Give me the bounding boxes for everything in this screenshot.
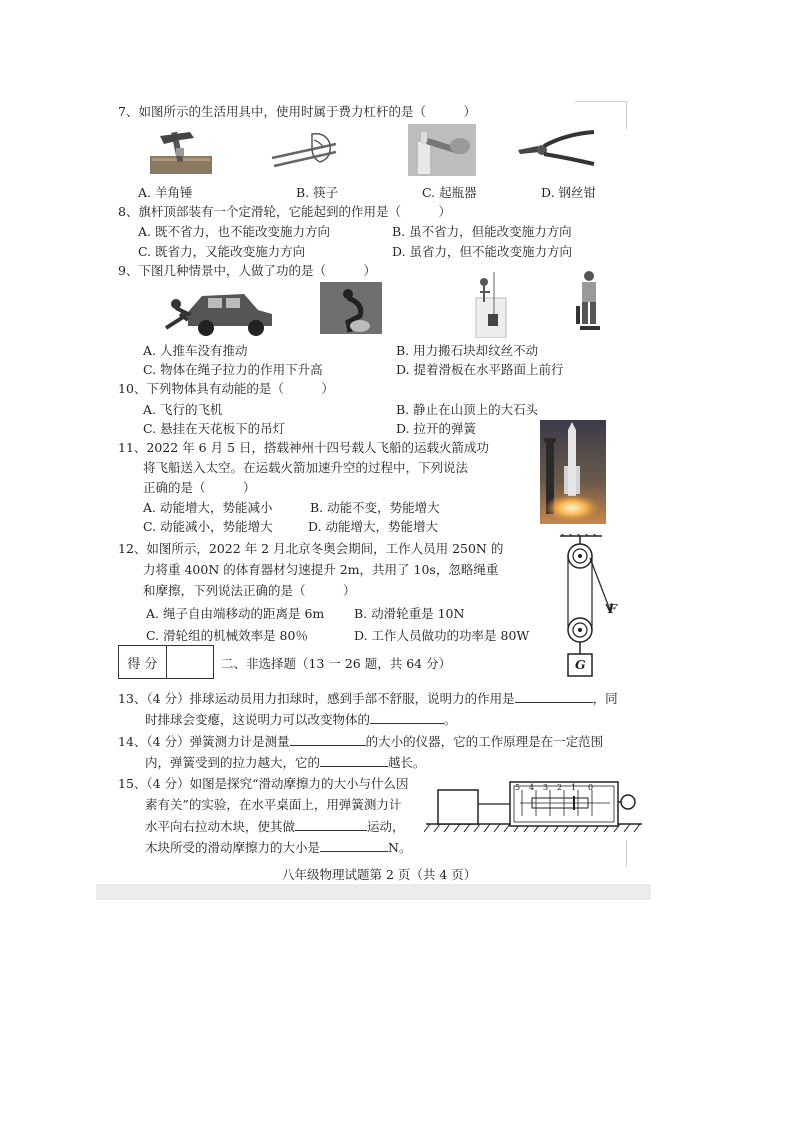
page-edge-top bbox=[575, 101, 627, 102]
q11-option-c: C. 动能减小，势能增大 bbox=[143, 519, 273, 534]
q14-line2 bbox=[145, 753, 426, 771]
q7-option-c: C. 起瓶器 bbox=[422, 185, 477, 200]
q11-option-b: B. 动能不变，势能增大 bbox=[310, 500, 440, 515]
q12-line2: 力将重 400N 的体育器材匀速提升 2m，共用了 10s，忽略绳重 bbox=[143, 562, 499, 577]
q15-blank-1[interactable] bbox=[295, 817, 367, 831]
q11-option-d: D. 动能增大，势能增大 bbox=[308, 519, 439, 534]
scale-number-0: 0 bbox=[588, 783, 594, 792]
section-2-title: 二、非选择题（13 一 26 题，共 64 分） bbox=[221, 656, 452, 671]
q9-stem: 9、下图几种情景中，人做了功的是（ ） bbox=[118, 263, 376, 278]
q15-text-d: 运动， bbox=[367, 819, 405, 834]
q12-option-d: D. 工作人员做功的功率是 80W bbox=[354, 628, 530, 643]
q13-blank-1[interactable] bbox=[515, 689, 593, 703]
q11-line2: 将飞船送入太空。在运载火箭加速升空的过程中，下列说法 bbox=[143, 460, 469, 475]
q10-stem: 10、下列物体具有动能的是（ ） bbox=[118, 381, 334, 396]
q11-option-a: A. 动能增大，势能减小 bbox=[143, 500, 273, 515]
q15-line3 bbox=[145, 817, 405, 835]
q7-stem: 7、如图所示的生活用具中，使用时属于费力杠杆的是（ ） bbox=[118, 104, 476, 119]
q9-option-b: B. 用力搬石块却纹丝不动 bbox=[396, 343, 539, 358]
q9-option-a: A. 人推车没有推动 bbox=[143, 343, 248, 358]
person-lifting-stone-image bbox=[320, 282, 382, 334]
q13-text-d: 。 bbox=[444, 712, 457, 727]
q8-option-a: A. 既不省力，也不能改变施力方向 bbox=[138, 224, 330, 239]
rocket-launch-image bbox=[540, 420, 606, 524]
q13-text-a: 13、（4 分）排球运动员用力扣球时，感到手部不舒服，说明力的作用是 bbox=[118, 691, 515, 706]
q7-option-b: B. 筷子 bbox=[296, 185, 339, 200]
scale-number-2: 2 bbox=[557, 783, 563, 792]
q10-option-b: B. 静止在山顶上的大石头 bbox=[396, 402, 539, 417]
q14-blank-2[interactable] bbox=[320, 753, 388, 767]
page-edge-right bbox=[626, 101, 627, 129]
q11-line1: 11、2022 年 6 月 5 日，搭载神州十四号载人飞船的运载火箭成功 bbox=[118, 440, 489, 455]
q15-text-c: 水平向右拉动木块，使其做 bbox=[145, 819, 296, 834]
q8-option-b: B. 虽不省力，但能改变施力方向 bbox=[392, 224, 572, 239]
q13-line2 bbox=[145, 710, 457, 728]
q10-option-d: D. 拉开的弹簧 bbox=[396, 421, 477, 436]
q14-text-b: 的大小的仪器，它的工作原理是在一定范围 bbox=[365, 734, 604, 749]
q13-text-b: ，同 bbox=[592, 691, 618, 706]
footer-band bbox=[96, 884, 651, 900]
q13-blank-2[interactable] bbox=[370, 710, 444, 724]
q13-text-c: 时排球会变瘪，这说明力可以改变物体的 bbox=[145, 712, 371, 727]
page-footer: 八年级物理试题第 2 页（共 4 页） bbox=[282, 867, 477, 882]
q15-line2: 素有关”的实验，在水平桌面上，用弹簧测力计 bbox=[145, 797, 402, 812]
q14-text-c: 内，弹簧受到的拉力越大，它的 bbox=[145, 755, 321, 770]
q15-blank-2[interactable] bbox=[320, 838, 388, 852]
q15-line1: 15、（4 分）如图是探究“滑动摩擦力的大小与什么因 bbox=[118, 776, 409, 791]
q9-option-c: C. 物体在绳子拉力的作用下升高 bbox=[143, 362, 323, 377]
q10-option-c: C. 悬挂在天花板下的吊灯 bbox=[143, 421, 286, 436]
scale-number-4: 4 bbox=[529, 783, 535, 792]
q8-stem: 8、旗杆顶部装有一个定滑轮，它能起到的作用是（ ） bbox=[118, 204, 451, 219]
q12-line3: 和摩擦，下列说法正确的是（ ） bbox=[143, 583, 356, 598]
q10-option-a: A. 飞行的飞机 bbox=[143, 402, 223, 417]
q15-line4 bbox=[145, 838, 411, 856]
q12-option-b: B. 动滑轮重是 10N bbox=[354, 606, 465, 621]
q8-option-d: D. 虽省力，但不能改变施力方向 bbox=[392, 244, 573, 259]
claw-hammer-image bbox=[150, 128, 212, 174]
bottle-opener-image bbox=[408, 124, 476, 176]
q12-line1: 12、如图所示，2022 年 2 月北京冬奥会期间，工作人员用 250N 的 bbox=[118, 541, 504, 556]
object-raised-by-rope-image bbox=[472, 270, 532, 338]
scale-number-5: 5 bbox=[515, 783, 521, 792]
q15-text-f: N。 bbox=[388, 840, 412, 855]
q7-option-d: D. 钢丝钳 bbox=[541, 185, 597, 200]
q14-blank-1[interactable] bbox=[290, 732, 366, 746]
wire-pliers-image bbox=[516, 128, 596, 174]
q7-option-a: A. 羊角锤 bbox=[138, 185, 193, 200]
person-pushing-car-image bbox=[158, 284, 276, 338]
scale-number-1: 1 bbox=[571, 783, 577, 792]
score-label: 得 分 bbox=[119, 646, 167, 678]
chopsticks-image bbox=[268, 128, 340, 174]
q12-option-c: C. 滑轮组的机械效率是 80％ bbox=[146, 628, 308, 643]
q8-option-c: C. 既省力，又能改变施力方向 bbox=[138, 244, 306, 259]
q14-text-a: 14、（4 分）弹簧测力计是测量 bbox=[118, 734, 290, 749]
q13-line1 bbox=[118, 689, 618, 707]
q12-option-a: A. 绳子自由端移动的距离是 6m bbox=[146, 606, 325, 621]
score-box bbox=[118, 645, 214, 679]
page-edge-right-bottom bbox=[626, 840, 627, 866]
scale-number-3: 3 bbox=[543, 783, 549, 792]
q15-text-e: 木块所受的滑动摩擦力的大小是 bbox=[145, 840, 321, 855]
pulley-weight-label: G bbox=[575, 657, 586, 672]
q11-line3: 正确的是（ ） bbox=[143, 480, 256, 495]
q14-text-d: 越长。 bbox=[388, 755, 426, 770]
q9-option-d: D. 提着滑板在水平路面上前行 bbox=[396, 362, 564, 377]
person-carrying-skateboard-image bbox=[572, 270, 606, 334]
pulley-force-label: F bbox=[608, 601, 617, 616]
q14-line1 bbox=[118, 732, 603, 750]
